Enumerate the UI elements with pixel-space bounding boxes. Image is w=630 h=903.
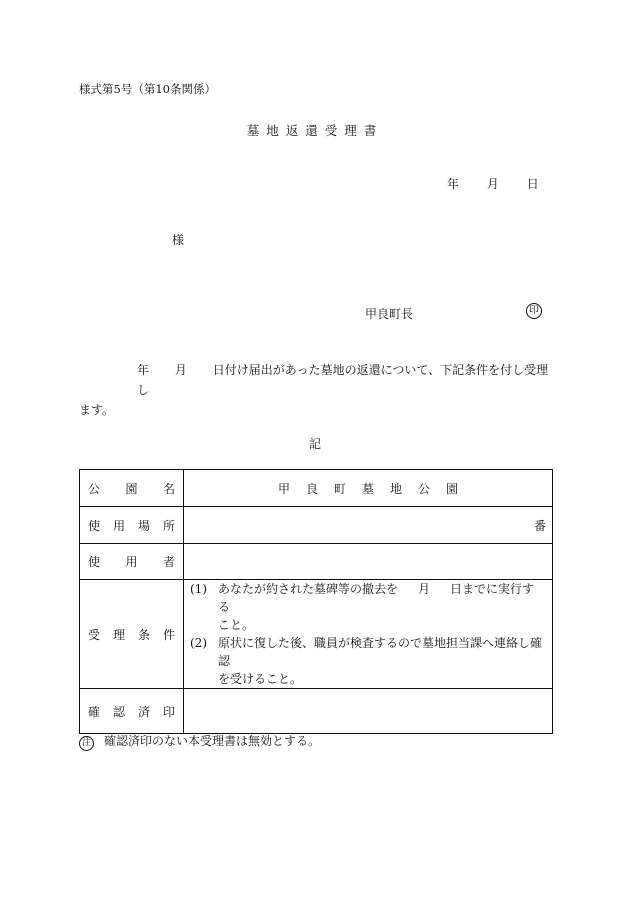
conditions-label: 受 理 条 件 [80,580,184,689]
table-row [80,580,553,689]
addressee-suffix: 様 [172,233,185,247]
note-mark: 注 [79,736,94,751]
note [79,732,320,751]
date-year: 年 [447,177,460,191]
acceptance-table [79,469,553,734]
date-line [447,175,539,192]
conditions-value [184,580,553,689]
body-text-2: ます。 [79,403,115,417]
note-text: 確認済印のない本受理書は無効とする。 [104,734,321,748]
body-year: 年 [137,363,150,377]
body-month: 月 [174,363,187,377]
user-value [184,544,553,580]
usage-place-value [184,507,553,544]
table-row [80,470,553,507]
body-text-1: 日付け届出があった墓地の返還について、下記条件を付し受理し [137,363,549,397]
park-name-label: 公 園 名 [80,470,184,507]
date-day: 日 [526,177,539,191]
usage-place-label: 使 用 場 所 [80,507,184,544]
condition-2: (2) 原状に復した後、職員が検査するので墓地担当課へ連絡し確認 を受けること。 [190,636,543,686]
condition-1: (1) あなたが約された墓碑等の撤去を 月 日までに実行する こと。 [190,582,535,632]
issuer-title: 甲良町長 [365,307,414,321]
body-text [79,360,553,420]
seal-mark: 印 [526,303,542,319]
form-number: 様式第5号（第10条関係） [79,82,216,96]
table-row [80,507,553,544]
table-row [80,544,553,580]
user-label: 使 用 者 [80,544,184,580]
date-month: 月 [486,177,499,191]
confirmation-stamp-value [184,689,553,734]
ki-heading: 記 [308,437,321,451]
confirmation-stamp-label: 確 認 済 印 [80,689,184,734]
park-name-value: 甲 良 町 墓 地 公 園 [184,470,553,507]
document-title: 墓地返還受理書 [246,123,384,138]
plot-number-suffix: 番 [533,518,546,533]
table-row [80,689,553,734]
